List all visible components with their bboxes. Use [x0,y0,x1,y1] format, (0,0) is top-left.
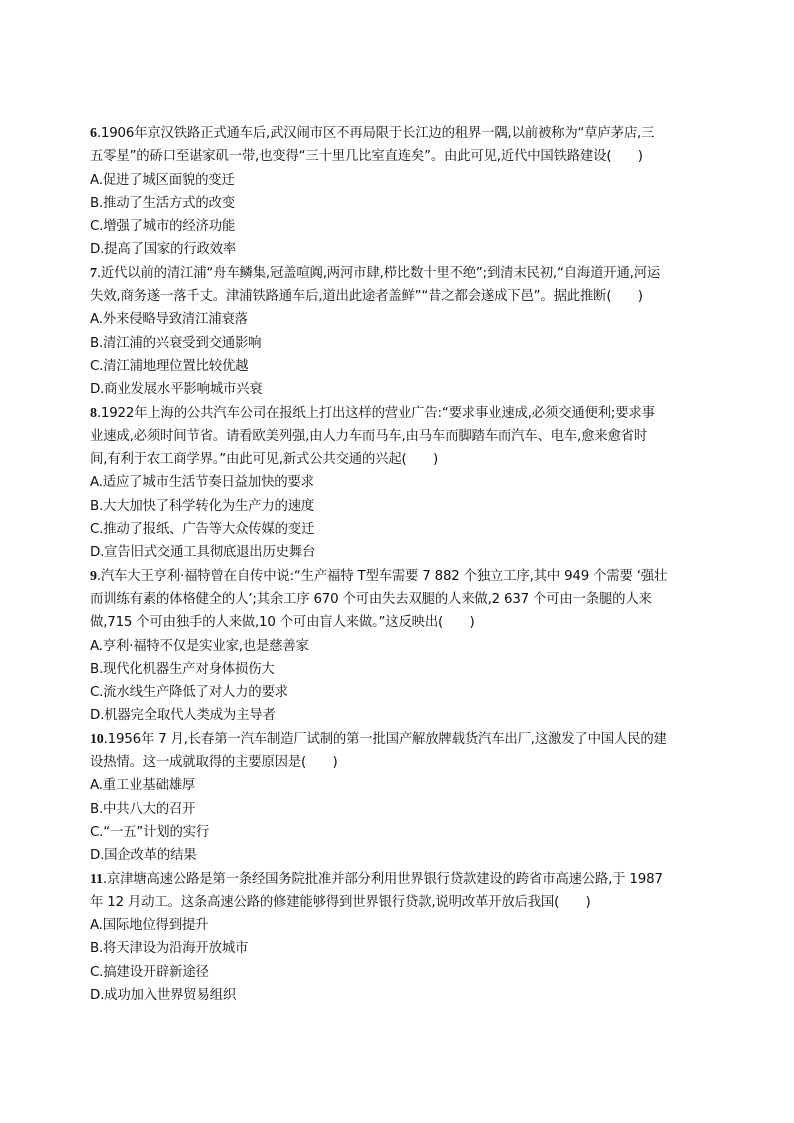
question-stem-text: .京津塘高速公路是第一条经国务院批准并部分利用世界银行贷款建设的跨省市高速公路,于 1987 [102,871,663,887]
answer-option: C.清江浦地理位置比较优越 [90,358,249,374]
answer-option: A.重工业基础雄厚 [90,778,196,794]
question-stem-line [90,891,730,914]
question-stem-line [90,425,730,448]
answer-option: B.清江浦的兴衰受到交通影响 [90,335,262,351]
question-stem-text: 设热情。这一成就取得的主要原因是( ) [90,755,338,771]
question-9 [90,565,730,728]
question-stem-line [90,611,730,634]
question-stem-line [90,145,730,168]
question-number: 8 [90,405,97,421]
answer-option: B.大大加快了科学转化为生产力的速度 [90,498,315,514]
answer-option: A.亨利·福特不仅是实业家,也是慈善家 [90,638,309,654]
question-stem-text: .1956年 7 月,长春第一汽车制造厂试制的第一批国产解放牌载货汽车出厂,这激发了中国人民的建 [103,731,667,747]
question-stem-line [90,448,730,471]
question-number: 10 [90,731,104,747]
answer-option: B.推动了生活方式的改变 [90,195,235,211]
question-number: 7 [90,265,97,281]
answer-option: C.推动了报纸、广告等大众传媒的变迁 [90,522,315,538]
question-stem-line [90,728,730,751]
exam-page [90,122,730,1007]
answer-option: A.促进了城区面貌的变迁 [90,172,235,188]
answer-option: B.现代化机器生产对身体损伤大 [90,661,275,677]
question-number: 11 [90,871,103,887]
question-stem-text: 而训练有素的体格健全的人’;其余工序 670 个可由失去双腿的人来做,2 637 个可由一条腿的人来 [90,591,652,607]
question-stem-line [90,122,730,145]
answer-option: A.国际地位得到提升 [90,918,209,934]
question-11 [90,868,730,1008]
answer-option: B.将天津设为沿海开放城市 [90,941,249,957]
answer-option: D.宣告旧式交通工具彻底退出历史舞台 [90,545,316,561]
question-7 [90,262,730,402]
question-number: 6 [90,126,97,141]
question-stem-text: 业速成,必须时间节省。请看欧美列强,由人力车而马车,由马车而脚踏车而汽车、电车,愈来愈省时 [90,428,648,444]
question-stem-line [90,868,730,891]
question-stem-line [90,262,730,285]
question-stem-line [90,565,730,588]
answer-option: D.成功加入世界贸易组织 [90,987,237,1003]
answer-option: C.“一五”计划的实行 [90,824,210,840]
question-stem-text: .1906年京汉铁路正式通车后,武汉闹市区不再局限于长江边的租界一隅,以前被称为“草庐茅店,三 [96,126,655,141]
question-stem-line [90,588,730,611]
question-number: 9 [90,568,97,584]
question-stem-text: 做,715 个可由独手的人来做,10 个可由盲人来做。”这反映出( ) [90,615,475,631]
question-stem-text: .汽车大王亨利·福特曾在自传中说:“生产福特 T型车需要 7 882 个独立工序,其中 949 个需要 ‘强壮 [96,568,668,584]
answer-option: A.外来侵略导致清江浦衰落 [90,312,248,328]
question-stem-text: 失效,商务遂一落千丈。津浦铁路通车后,道出此途者盖鲜”“昔之都会遂成下邑”。据此推断( ) [90,289,643,305]
question-stem-text: .1922年上海的公共汽车公司在报纸上打出这样的营业广告:“要求事业速成,必须交通便利;要求事 [96,405,655,421]
question-stem-text: .近代以前的清江浦“舟车鳞集,冠盖喧阗,两河市肆,栉比数十里不绝”;到清末民初,“自海道开通,河运 [96,265,661,281]
question-stem-line [90,285,730,308]
answer-option: A.适应了城市生活节奏日益加快的要求 [90,475,314,491]
question-10 [90,728,730,868]
question-stem-text: 五零星”的硚口至谌家矶一带,也变得“三十里几比室直连矣”。由此可见,近代中国铁路建设( ) [90,149,643,165]
question-stem-line [90,751,730,774]
answer-option: D.商业发展水平影响城市兴衰 [90,382,263,398]
question-8 [90,402,730,565]
question-stem-line [90,402,730,425]
answer-option: C.增强了城市的经济功能 [90,219,236,235]
question-stem-text: 间,有利于农工商学界。”由此可见,新式公共交通的兴起( ) [90,452,438,468]
answer-option: C.搞建设开辟新途径 [90,964,209,980]
question-stem-text: 年 12 月动工。这条高速公路的修建能够得到世界银行贷款,说明改革开放后我国( ) [90,894,591,910]
question-6 [90,122,730,262]
answer-option: D.提高了国家的行政效率 [90,242,237,258]
answer-option: D.国企改革的结果 [90,848,197,864]
answer-option: D.机器完全取代人类成为主导者 [90,708,276,724]
answer-option: C.流水线生产降低了对人力的要求 [90,685,288,701]
answer-option: B.中共八大的召开 [90,801,196,817]
